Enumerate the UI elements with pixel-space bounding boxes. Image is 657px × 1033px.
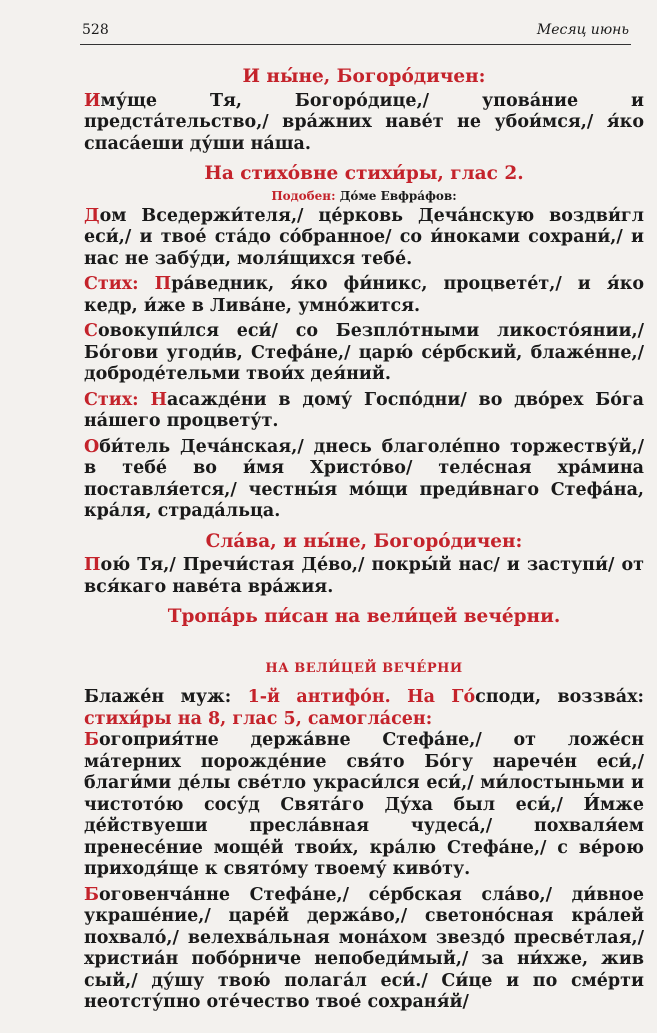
- section-heading: На стихо́вне стихи́ры, глас 2.: [204, 163, 524, 184]
- stichera-paragraph: [84, 437, 644, 523]
- red-initial: С: [84, 321, 98, 341]
- paragraph-text: огоприя́тне держа́вне Стефа́не,/ от ложе́сн ма́терних порожде́ние свя́то Бо́гу нарече́н еси́,/ благи́ми де́лы све́тло украси́лся еси́,/ ми́лостыньми и чистото́ю сосу́д Свята́го Ду́ха был еси́,/ И́мже де́йствуеши пресла́вная чудеса́,/ похваля́ем пренесе́ние моще́й твои́х, кра́лю Стефа́не,/ с ве́рою приходя́ще к свято́му твоему́ киво́ту.: [84, 730, 644, 879]
- paragraph-text: асажде́ни в дому́ Госпо́дни/ во дво́рех Бо́га на́шего процвету́т.: [84, 389, 644, 431]
- rubric-red: 1-й антифо́н. На Го́: [247, 687, 476, 707]
- stichera-paragraph: [84, 885, 644, 1014]
- red-initial: И: [84, 90, 101, 111]
- red-initial: О: [84, 436, 100, 457]
- paragraph-text: ою́ Тя,/ Пречи́стая Де́во,/ покры́й нас/ и заступи́/ от вся́каго наве́та вра́жия.: [84, 555, 644, 597]
- paragraph-text: ом Вседержи́теля,/ це́рковь Деча́нскую воздви́гл еси́,/ и твое́ ста́до со́бранное/ со и́ноками сохрани́,/ и нас не забу́ди, моля́щихся тебе́.: [84, 205, 644, 269]
- podoben-text: До́ме Евфра́фов:: [335, 188, 457, 203]
- rubric-line: [84, 687, 644, 730]
- verse-prefix: Стих: Н: [84, 389, 168, 410]
- red-initial: Б: [84, 730, 99, 750]
- paragraph-text: ра́ведник, я́ко фи́никс, процвете́т,/ и я́ко кедр, и́же в Лива́не, умно́жится.: [84, 274, 645, 316]
- verse-paragraph: [84, 390, 644, 433]
- stichera-paragraph: [84, 91, 644, 156]
- vespers-heading: НА ВЕЛИ́ЦЕЙ ВЕЧЕ́РНИ: [265, 660, 463, 676]
- verse-paragraph: [84, 274, 644, 317]
- podoben-label: Подобен:: [271, 188, 336, 203]
- stichera-paragraph: [84, 321, 644, 386]
- red-initial: Б: [84, 884, 99, 905]
- troparion-note: Тропа́рь пи́сан на вели́цей вече́рни.: [167, 606, 561, 627]
- header-rule: [80, 44, 631, 45]
- verse-prefix: Стих: П: [84, 274, 172, 294]
- page-number: 528: [82, 22, 109, 38]
- page-content: [84, 58, 644, 1014]
- running-title: Месяц июнь: [536, 22, 629, 38]
- stichera-paragraph: [84, 555, 644, 598]
- paragraph-text: би́тель Деча́нская,/ днесь благоле́пно торжеству́й,/ в тебе́ во и́мя Христо́во/ теле́сная хра́мина поставля́ется,/ честны́я мо́щи преди́внаго Стефа́на, кра́ля, страда́льца.: [84, 436, 644, 521]
- paragraph-text: оговенча́нне Стефа́не,/ се́рбская сла́во,/ ди́вное украше́ние,/ царе́й держа́во,/ светоно́сная кра́лей похвало́,/ велехва́льная мона́хом звездо́ пресве́тлая,/ христиа́н побо́рниче непобеди́мый,/ за ни́хже, жив сый,/ ду́шу твою́ полага́л еси́./ Си́це и по сме́рти неотсту́пно оте́чество твое́ сохраня́й/: [84, 884, 644, 1012]
- rubric-black: Блаже́н муж:: [84, 687, 248, 707]
- stichera-paragraph: [84, 730, 644, 881]
- section-heading: Сла́ва, и ны́не, Богоро́дичен:: [205, 530, 523, 552]
- stichera-paragraph: [84, 206, 644, 271]
- rubric-black: споди, воззва́х:: [475, 687, 645, 707]
- rubric-red: стихи́ры на 8, глас 5, самогла́сен:: [84, 708, 433, 729]
- paragraph-text: му́ще Тя, Богоро́дице,/ упова́ние и предста́тельство,/ вра́жних наве́т не убои́мся,/ я́ко спаса́еши ду́ши на́ша.: [84, 90, 644, 154]
- red-initial: П: [84, 555, 101, 575]
- red-initial: Д: [84, 205, 100, 226]
- paragraph-text: овокупи́лся еси́/ со Безпло́тными ликосто́янии,/ Бо́гови угоди́в, Стефа́не,/ царю́ се́рбский, блаже́нне,/ доброде́тельми твои́х дея́ний.: [84, 321, 644, 384]
- podoben-line: [84, 188, 644, 204]
- section-heading: И ны́не, Богоро́дичен:: [242, 66, 486, 87]
